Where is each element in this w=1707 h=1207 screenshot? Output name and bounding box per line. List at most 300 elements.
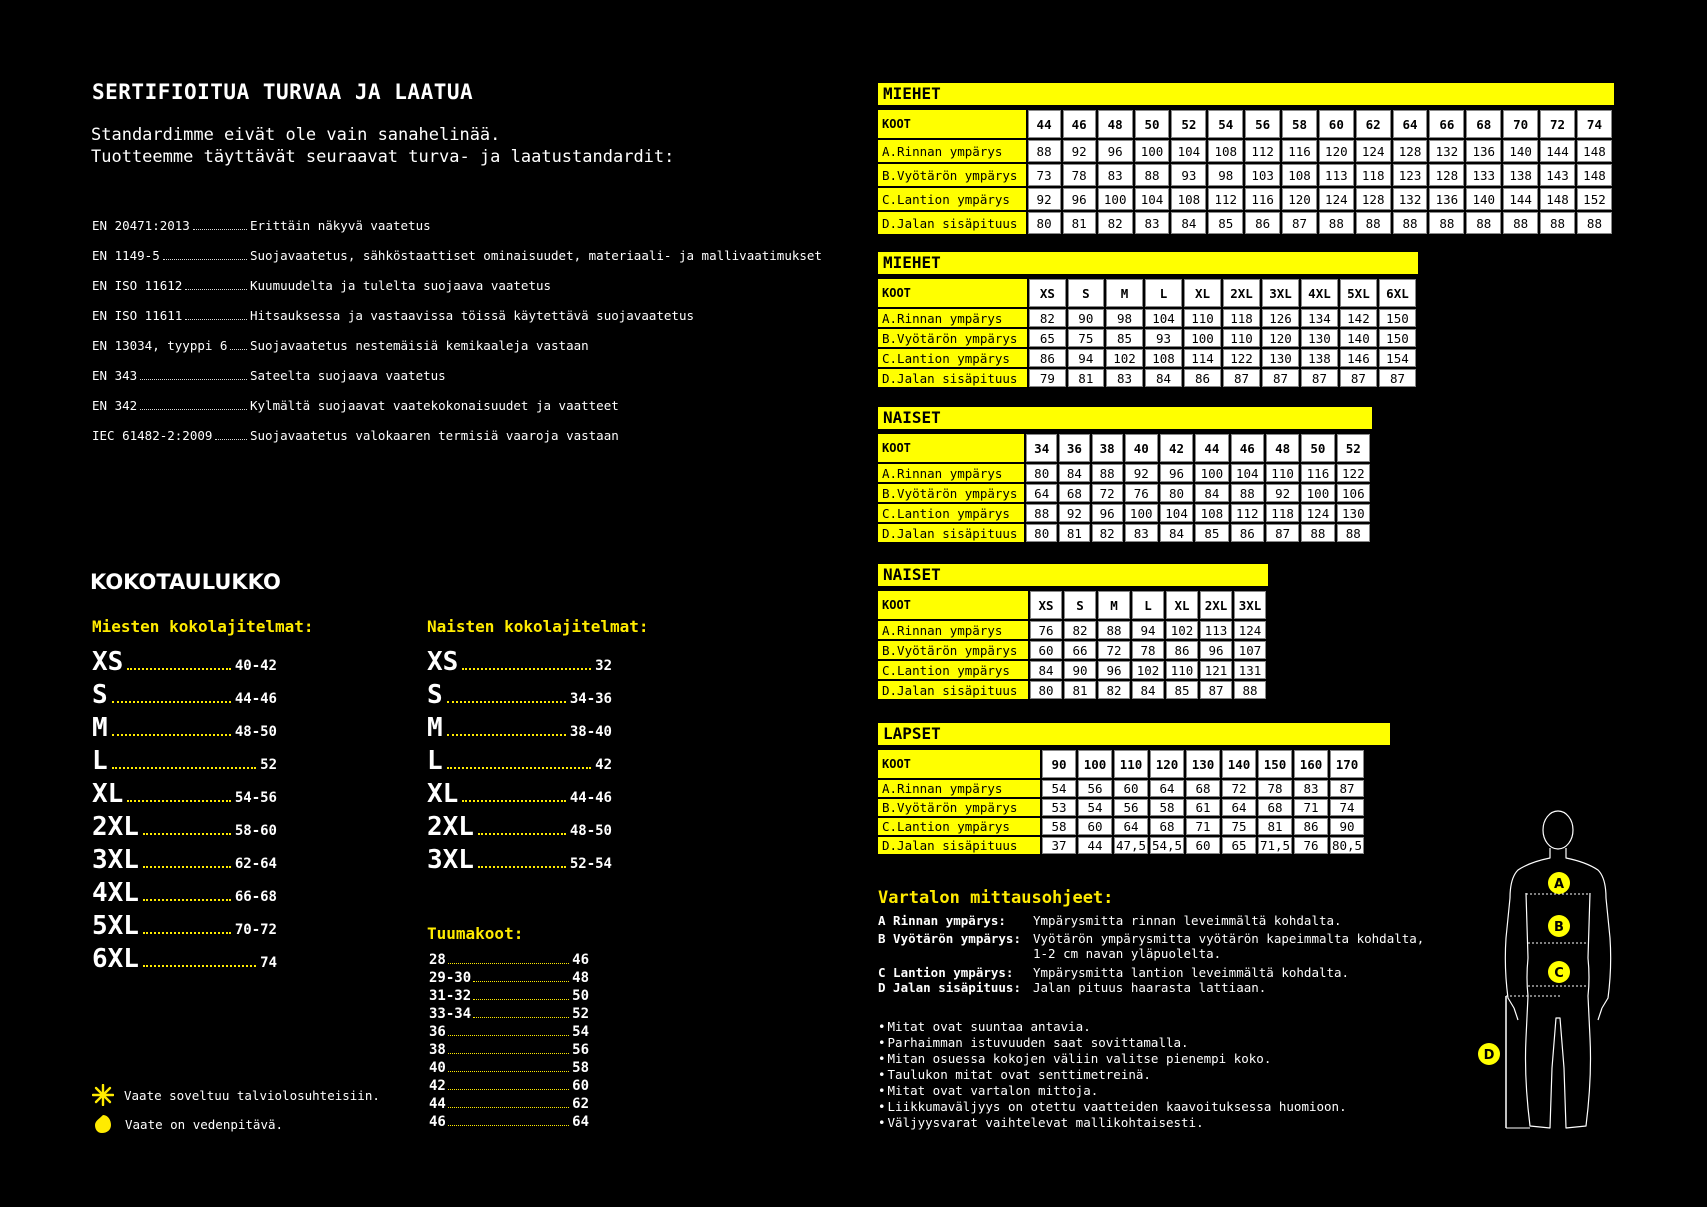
marker-c: C <box>1554 966 1564 981</box>
table-cell: 61 <box>1186 799 1220 816</box>
size-range: 66-68 <box>234 889 277 905</box>
standard-row <box>92 278 842 308</box>
table-cell: 100 <box>1098 188 1133 210</box>
size-label: 29-30 <box>429 970 472 986</box>
size-header-cell: 40 <box>1125 434 1158 462</box>
table-cell: 72 <box>1222 780 1256 797</box>
table-cell: 83 <box>1098 164 1133 186</box>
standard-row <box>92 428 842 458</box>
table-cell: 68 <box>1059 484 1090 502</box>
list-item <box>427 680 612 713</box>
table-cell: 90 <box>1330 818 1364 835</box>
size-range: 44-46 <box>569 790 612 806</box>
row-label: D.Jalan sisäpituus <box>878 524 1024 542</box>
size-range: 54-56 <box>234 790 277 806</box>
table-cell: 87 <box>1330 780 1364 797</box>
size-header-cell: 50 <box>1135 110 1170 138</box>
table-lapset <box>878 723 1390 856</box>
size-label: L <box>427 746 443 776</box>
size-range: 32 <box>595 658 612 674</box>
standard-code: EN 342 <box>92 398 138 413</box>
list-item <box>427 779 612 812</box>
table-cell: 64 <box>1150 780 1184 797</box>
table-row <box>878 818 1364 835</box>
table-cell: 104 <box>1145 309 1182 327</box>
measure-list <box>878 913 1458 995</box>
size-header-cell: S <box>1064 591 1096 619</box>
standard-desc: Suojavaatetus nestemäisiä kemikaaleja vastaan <box>250 338 589 353</box>
size-header-cell: 74 <box>1577 110 1612 138</box>
size-range: 38-40 <box>569 724 612 740</box>
size-header-cell: XS <box>1029 279 1065 307</box>
size-header-cell: 130 <box>1186 750 1220 778</box>
table-cell: 130 <box>1301 329 1338 347</box>
table-cell: 108 <box>1145 349 1182 367</box>
list-item <box>429 970 589 988</box>
table-miehet-numeric <box>878 83 1614 236</box>
table-cell: 152 <box>1577 188 1612 210</box>
size-range: 70-72 <box>234 922 277 938</box>
standard-row <box>92 398 842 428</box>
size-label: 3XL <box>92 845 139 875</box>
table-cell: 92 <box>1059 504 1090 522</box>
table-cell: 108 <box>1282 164 1317 186</box>
table-cell: 75 <box>1068 329 1104 347</box>
table-row <box>878 369 1416 387</box>
table-row <box>878 524 1370 542</box>
size-range: 60 <box>572 1078 589 1094</box>
size-header-cell: 44 <box>1195 434 1228 462</box>
marker-d: D <box>1483 1048 1495 1063</box>
list-item <box>92 944 277 977</box>
table-cell: 112 <box>1245 140 1280 162</box>
table-cell: 54,5 <box>1151 838 1183 853</box>
table-cell: 130 <box>1262 349 1299 367</box>
table-cell: 102 <box>1166 621 1198 639</box>
row-label: KOOT <box>878 750 1040 778</box>
table-cell: 144 <box>1503 188 1538 210</box>
table-row <box>878 329 1416 347</box>
size-header-cell: 58 <box>1282 110 1317 138</box>
size-label: 44 <box>429 1096 446 1112</box>
table-cell: 87 <box>1266 524 1299 542</box>
row-label: KOOT <box>878 110 1026 138</box>
size-label: 4XL <box>92 878 139 908</box>
table-cell: 93 <box>1145 329 1182 347</box>
table-cell: 104 <box>1231 464 1264 482</box>
table-cell: 104 <box>1135 188 1170 210</box>
table-cell: 88 <box>1356 212 1391 234</box>
table-row <box>878 188 1612 210</box>
table-cell: 87 <box>1282 212 1317 234</box>
table-cell: 80 <box>1026 524 1057 542</box>
table-cell: 80 <box>1026 464 1057 482</box>
table-cell: 92 <box>1028 188 1061 210</box>
note-item: • Liikkumaväljyys on otettu vaatteiden kaavoituksessa huomioon. <box>878 1099 1347 1115</box>
table-cell: 60 <box>1030 641 1062 659</box>
size-label: 40 <box>429 1060 446 1076</box>
table-cell: 75 <box>1222 818 1256 835</box>
list-item <box>92 911 277 944</box>
table-cell: 138 <box>1503 164 1538 186</box>
table-cell: 150 <box>1379 309 1416 327</box>
table-cell: 72 <box>1098 641 1130 659</box>
table-cell: 98 <box>1208 164 1243 186</box>
table-cell: 65 <box>1222 837 1256 854</box>
table-header-row <box>878 110 1612 138</box>
table-row <box>878 837 1364 854</box>
size-range: 52-54 <box>569 856 612 872</box>
standard-desc: Suojavaatetus valokaaren termisiä vaaroja vastaan <box>250 428 619 443</box>
size-header-cell: 4XL <box>1301 279 1338 307</box>
table-cell: 140 <box>1466 188 1501 210</box>
size-label: 42 <box>429 1078 446 1094</box>
size-header-cell: 66 <box>1429 110 1464 138</box>
table-cell: 81 <box>1063 212 1096 234</box>
table-cell: 130 <box>1337 504 1370 522</box>
standard-desc: Kylmältä suojaavat vaatekokonaisuudet ja vaatteet <box>250 398 619 413</box>
list-item <box>427 647 612 680</box>
table-cell: 54 <box>1078 799 1112 816</box>
table-cell: 120 <box>1262 329 1299 347</box>
size-range: 58 <box>572 1060 589 1076</box>
list-item <box>427 812 612 845</box>
table-cell: 88 <box>1393 212 1428 234</box>
list-item <box>429 1060 589 1078</box>
standard-code: EN 1149-5 <box>92 248 160 263</box>
inch-size-list <box>429 952 589 1132</box>
size-label: 38 <box>429 1042 446 1058</box>
table-cell: 86 <box>1029 349 1065 367</box>
table-cell: 88 <box>1319 212 1354 234</box>
size-range: 48 <box>572 970 589 986</box>
size-label: 5XL <box>92 911 139 941</box>
table-cell: 84 <box>1030 661 1062 679</box>
table-cell: 136 <box>1429 188 1464 210</box>
table-cell: 140 <box>1340 329 1377 347</box>
table-cell: 88 <box>1503 212 1538 234</box>
list-item <box>429 1096 589 1114</box>
size-range: 56 <box>572 1042 589 1058</box>
size-header-cell: 62 <box>1356 110 1391 138</box>
table-cell: 116 <box>1301 464 1334 482</box>
list-item <box>92 845 277 878</box>
list-item <box>92 746 277 779</box>
table-cell: 122 <box>1223 349 1260 367</box>
table-cell: 81 <box>1059 524 1090 542</box>
list-item <box>427 713 612 746</box>
table-cell: 87 <box>1301 369 1338 387</box>
table-cell: 96 <box>1098 140 1133 162</box>
table-header-row <box>878 434 1370 462</box>
table-cell: 81 <box>1064 681 1096 699</box>
table-cell: 104 <box>1160 504 1193 522</box>
size-table <box>876 108 1614 236</box>
table-cell: 60 <box>1078 818 1112 835</box>
size-label: 46 <box>429 1114 446 1130</box>
women-sizes-title: Naisten kokolajitelmat: <box>427 617 649 636</box>
size-header-cell: 5XL <box>1340 279 1377 307</box>
size-header-cell: 36 <box>1059 434 1090 462</box>
size-range: 40-42 <box>234 658 277 674</box>
table-row <box>878 164 1612 186</box>
table-cell: 54 <box>1042 780 1076 797</box>
standard-code: EN 13034, tyyppi 6 <box>92 338 228 353</box>
table-cell: 96 <box>1092 504 1123 522</box>
table-cell: 102 <box>1132 661 1164 679</box>
size-range: 74 <box>260 955 277 971</box>
note-item: • Mitat ovat suuntaa antavia. <box>878 1019 1347 1035</box>
size-header-cell: 60 <box>1319 110 1354 138</box>
table-cell: 83 <box>1106 369 1143 387</box>
size-header-cell: M <box>1098 591 1130 619</box>
note-item: • Taulukon mitat ovat senttimetreinä. <box>878 1067 1347 1083</box>
table-cell: 84 <box>1145 369 1182 387</box>
measure-key: A Rinnan ympärys: <box>878 913 1006 928</box>
size-header-cell: M <box>1106 279 1143 307</box>
table-cell: 124 <box>1234 621 1266 639</box>
measure-key: D Jalan sisäpituus: <box>878 980 1021 995</box>
table-cell: 74 <box>1330 799 1364 816</box>
table-cell: 82 <box>1098 212 1133 234</box>
row-label: D.Jalan sisäpituus <box>878 681 1028 699</box>
table-naiset-letter <box>878 564 1268 701</box>
size-header-cell: 46 <box>1063 110 1096 138</box>
table-cell: 83 <box>1294 780 1328 797</box>
size-label: 28 <box>429 952 446 968</box>
table-cell: 92 <box>1266 484 1299 502</box>
table-cell: 100 <box>1184 329 1221 347</box>
men-sizes-title: Miesten kokolajitelmat: <box>92 617 314 636</box>
legend-winter-text: Vaate soveltuu talviolosuhteisiin. <box>124 1087 380 1103</box>
table-cell: 106 <box>1337 484 1370 502</box>
table-cell: 60 <box>1114 780 1148 797</box>
table-title: MIEHET <box>878 83 1614 105</box>
size-header-cell: 56 <box>1245 110 1280 138</box>
table-cell: 132 <box>1393 188 1428 210</box>
row-label: C.Lantion ympärys <box>878 349 1027 367</box>
table-cell: 140 <box>1503 140 1538 162</box>
table-cell: 132 <box>1429 140 1464 162</box>
size-table <box>876 277 1418 389</box>
table-cell: 104 <box>1171 140 1206 162</box>
list-item <box>92 680 277 713</box>
size-label: M <box>92 713 108 743</box>
table-cell: 133 <box>1466 164 1501 186</box>
table-cell: 71 <box>1186 818 1220 835</box>
size-label: L <box>92 746 108 776</box>
table-title: NAISET <box>878 407 1372 429</box>
table-row <box>878 621 1266 639</box>
table-cell: 81 <box>1068 369 1104 387</box>
measure-item <box>878 931 1458 961</box>
size-header-cell: 64 <box>1393 110 1428 138</box>
size-header-cell: L <box>1132 591 1164 619</box>
size-header-cell: 170 <box>1330 750 1364 778</box>
size-label: 31-32 <box>429 988 472 1004</box>
intro-line-1: Standardimme eivät ole vain sanahelinää. <box>91 125 501 145</box>
table-cell: 90 <box>1068 309 1104 327</box>
table-cell: 86 <box>1184 369 1221 387</box>
size-header-cell: 44 <box>1028 110 1061 138</box>
table-cell: 86 <box>1245 212 1280 234</box>
table-header-row <box>878 750 1364 778</box>
legend-waterproof-text: Vaate on vedenpitävä. <box>125 1116 284 1132</box>
table-miehet-letter <box>878 252 1418 389</box>
standard-row <box>92 308 842 338</box>
table-cell: 154 <box>1379 349 1416 367</box>
measure-item <box>878 965 1458 980</box>
table-cell: 80 <box>1160 484 1193 502</box>
table-row <box>878 484 1370 502</box>
size-header-cell: XS <box>1030 591 1062 619</box>
size-range: 42 <box>595 757 612 773</box>
table-cell: 84 <box>1195 484 1228 502</box>
row-label: C.Lantion ympärys <box>878 818 1040 835</box>
table-row <box>878 349 1416 367</box>
table-cell: 72 <box>1092 484 1123 502</box>
standards-list <box>92 218 842 458</box>
table-cell: 78 <box>1063 164 1096 186</box>
size-range: 48-50 <box>569 823 612 839</box>
table-cell: 71,5 <box>1259 838 1291 853</box>
table-cell: 88 <box>1234 681 1266 699</box>
size-header-cell: 48 <box>1266 434 1299 462</box>
size-range: 58-60 <box>234 823 277 839</box>
table-cell: 128 <box>1393 140 1428 162</box>
standard-code: EN 20471:2013 <box>92 218 190 233</box>
table-cell: 96 <box>1200 641 1232 659</box>
marker-a: A <box>1553 877 1565 892</box>
size-range: 54 <box>572 1024 589 1040</box>
table-cell: 56 <box>1114 799 1148 816</box>
table-cell: 88 <box>1135 164 1170 186</box>
table-cell: 128 <box>1356 188 1391 210</box>
table-cell: 113 <box>1319 164 1354 186</box>
size-range: 64 <box>572 1114 589 1130</box>
page-title: SERTIFIOITUA TURVAA JA LAATUA <box>92 80 474 104</box>
note-item: • Väljyysvarat vaihtelevat mallikohtaisesti. <box>878 1115 1347 1131</box>
table-cell: 84 <box>1160 524 1193 542</box>
list-item <box>427 845 612 878</box>
size-header-cell: 68 <box>1466 110 1501 138</box>
table-cell: 138 <box>1301 349 1338 367</box>
size-header-cell: 160 <box>1294 750 1328 778</box>
table-cell: 102 <box>1106 349 1143 367</box>
size-table <box>876 748 1366 856</box>
standard-code: EN ISO 11612 <box>92 278 183 293</box>
table-cell: 73 <box>1028 164 1061 186</box>
note-item: • Mitat ovat vartalon mittoja. <box>878 1083 1347 1099</box>
table-cell: 60 <box>1186 837 1220 854</box>
size-header-cell: 3XL <box>1262 279 1299 307</box>
size-label: S <box>92 680 108 710</box>
table-cell: 80 <box>1030 681 1062 699</box>
row-label: A.Rinnan ympärys <box>878 464 1024 482</box>
row-label: D.Jalan sisäpituus <box>878 837 1040 854</box>
size-header-cell: 42 <box>1160 434 1193 462</box>
table-header-row <box>878 279 1416 307</box>
table-header-row <box>878 591 1266 619</box>
women-size-list <box>427 647 612 878</box>
table-cell: 68 <box>1186 780 1220 797</box>
row-label: B.Vyötärön ympärys <box>878 484 1024 502</box>
table-cell: 53 <box>1042 799 1076 816</box>
table-cell: 100 <box>1135 140 1170 162</box>
standard-row <box>92 248 842 278</box>
size-header-cell: 6XL <box>1379 279 1416 307</box>
size-label: XS <box>92 647 124 677</box>
table-cell: 88 <box>1092 464 1123 482</box>
table-row <box>878 504 1370 522</box>
table-cell: 88 <box>1231 484 1264 502</box>
standard-desc: Hitsauksessa ja vastaavissa töissä käytettävä suojavaatetus <box>250 308 695 323</box>
size-range: 52 <box>260 757 277 773</box>
table-cell: 92 <box>1063 140 1096 162</box>
table-cell: 85 <box>1208 212 1243 234</box>
row-label: B.Vyötärön ympärys <box>878 164 1026 186</box>
size-header-cell: 120 <box>1150 750 1184 778</box>
table-cell: 124 <box>1301 504 1334 522</box>
table-cell: 114 <box>1184 349 1221 367</box>
measure-desc: Ympärysmitta rinnan leveimmältä kohdalta. <box>1033 913 1342 928</box>
table-cell: 148 <box>1577 164 1612 186</box>
water-drop-icon <box>92 1113 114 1135</box>
table-cell: 76 <box>1125 484 1158 502</box>
table-cell: 98 <box>1106 309 1143 327</box>
list-item <box>429 1114 589 1132</box>
standard-row <box>92 338 842 368</box>
list-item <box>429 988 589 1006</box>
table-cell: 87 <box>1262 369 1299 387</box>
table-cell: 85 <box>1195 524 1228 542</box>
table-cell: 65 <box>1029 329 1065 347</box>
table-title: LAPSET <box>878 723 1390 745</box>
size-range: 62 <box>572 1096 589 1112</box>
intro-text <box>91 124 674 168</box>
list-item <box>92 713 277 746</box>
list-item <box>427 746 612 779</box>
table-cell: 86 <box>1294 818 1328 835</box>
table-cell: 128 <box>1429 164 1464 186</box>
table-title: NAISET <box>878 564 1268 586</box>
size-range: 48-50 <box>234 724 277 740</box>
measure-title: Vartalon mittausohjeet: <box>878 888 1114 908</box>
table-cell: 85 <box>1166 681 1198 699</box>
table-cell: 100 <box>1195 464 1228 482</box>
size-header-cell: 46 <box>1231 434 1264 462</box>
size-label: 2XL <box>92 812 139 842</box>
table-cell: 100 <box>1125 504 1158 522</box>
table-cell: 136 <box>1466 140 1501 162</box>
size-header-cell: 2XL <box>1200 591 1232 619</box>
table-cell: 87 <box>1200 681 1232 699</box>
table-cell: 118 <box>1223 309 1260 327</box>
table-row <box>878 799 1364 816</box>
size-range: 34-36 <box>569 691 612 707</box>
table-row <box>878 140 1612 162</box>
standard-code: EN 343 <box>92 368 138 383</box>
table-cell: 56 <box>1078 780 1112 797</box>
table-cell: 79 <box>1029 369 1065 387</box>
row-label: A.Rinnan ympärys <box>878 780 1040 797</box>
table-cell: 80 <box>1028 212 1061 234</box>
table-cell: 110 <box>1184 309 1221 327</box>
size-range: 44-46 <box>234 691 277 707</box>
row-label: C.Lantion ympärys <box>878 661 1028 679</box>
table-cell: 112 <box>1208 188 1243 210</box>
legend-winter <box>92 1084 380 1106</box>
